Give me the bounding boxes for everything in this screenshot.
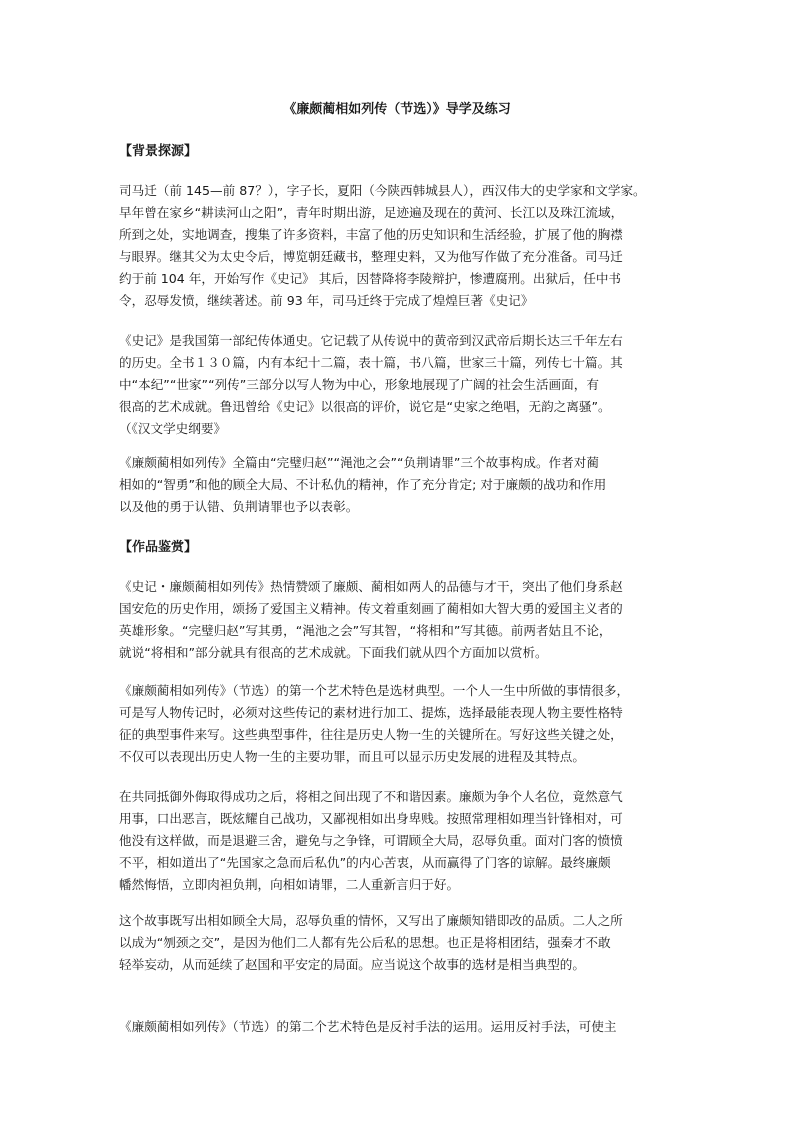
line: 令，忍辱发愤，继续著述。前 93 年，司马迁终于完成了煌煌巨著《史记》 bbox=[119, 293, 534, 308]
paragraph-3 bbox=[119, 452, 681, 518]
line: 不仅可以表现出历史人物一生的主要功罪，而且可以显示历史发展的进程及其特点。 bbox=[119, 749, 585, 764]
line: 很高的艺术成就。鲁迅曾给《史记》以很高的评价，说它是“史家之绝唱，无韵之离骚”。 bbox=[119, 399, 611, 414]
line: 不平，相如道出了“先国家之急而后私仇”的内心苦衷，从而赢得了门客的谅解。最终廉颇 bbox=[119, 855, 611, 870]
line: 约于前 104 年，开始写作《史记》 其后，因替降将李陵辩护，惨遭腐刑。出狱后，任中书 bbox=[119, 271, 622, 286]
line: 在共同抵御外侮取得成功之后，将相之间出现了不和谐因素。廉颇为争个人名位，竟然意气 bbox=[119, 789, 623, 804]
line: 所到之处，实地调查，搜集了许多资料，丰富了他的历史知识和生活经验，扩展了他的胸襟 bbox=[119, 227, 623, 242]
document-title: 《廉颇蔺相如列传（节选）》导学及练习 bbox=[283, 102, 511, 117]
line: 《史记・廉颇蔺相如列传》热情赞颂了廉颇、蔺相如两人的品德与才干，突出了他们身系赵 bbox=[119, 579, 623, 594]
line: 《史记》是我国第一部纪传体通史。它记载了从传说中的黄帝到汉武帝后期长达三千年左右 bbox=[119, 333, 623, 348]
line: （《汉文学史纲要》 bbox=[119, 421, 227, 436]
line: 《廉颇蔺相如列传》全篇由“完璧归赵”“渑池之会”“负荆请罪”三个故事构成。作者对蔺 bbox=[119, 455, 599, 470]
line: 与眼界。继其父为太史令后，博览朝廷藏书，整理史料，又为他写作做了充分准备。司马迁 bbox=[119, 249, 623, 264]
paragraph-1 bbox=[119, 180, 681, 312]
paragraph-4 bbox=[119, 576, 681, 664]
line: 相如的“智勇”和他的顾全大局、不计私仇的精神，作了充分肯定; 对于廉颇的战功和作用 bbox=[119, 477, 607, 492]
line: 司马迁（前 145—前 87？），字子长，夏阳（今陕西韩城县人），西汉伟大的史学家和文学家。 bbox=[119, 183, 646, 198]
line: 以成为“刎颈之交”，是因为他们二人都有先公后私的思想。也正是将相团结，强秦才不敢 bbox=[119, 935, 611, 950]
paragraph-2 bbox=[119, 330, 681, 440]
line: 幡然悔悟，立即肉袒负荆，向相如请罪，二人重新言归于好。 bbox=[119, 877, 460, 892]
section-heading-background: 【背景探源】 bbox=[119, 144, 198, 159]
line: 的历史。全书１３０篇，内有本纪十二篇，表十篇，书八篇，世家三十篇，列传七十篇。其 bbox=[119, 355, 623, 370]
line: 国安危的历史作用，颂扬了爱国主义精神。传文着重刻画了蔺相如大智大勇的爱国主义者的 bbox=[119, 601, 623, 616]
paragraph-5 bbox=[119, 680, 681, 768]
section-heading-appreciation: 【作品鉴赏】 bbox=[119, 540, 198, 555]
line: 他没有这样做，而是退避三舍，避免与之争锋，可谓顾全大局，忍辱负重。面对门客的愤愤 bbox=[119, 833, 623, 848]
line: 征的典型事件来写。这些典型事件，往往是历史人物一生的关键所在。写好这些关键之处， bbox=[119, 727, 623, 742]
paragraph-8 bbox=[119, 1016, 681, 1038]
paragraph-7 bbox=[119, 910, 681, 976]
line: 早年曾在家乡“耕读河山之阳”，青年时期出游，足迹遍及现在的黄河、长江以及珠江流域， bbox=[119, 205, 624, 220]
line: 英雄形象。“完璧归赵”写其勇，“渑池之会”写其智，“将相和”写其德。前两者姑且不论， bbox=[119, 623, 612, 638]
line: 中“本纪”“世家”“列传”三部分以写人物为中心，形象地展现了广阔的社会生活画面，有 bbox=[119, 377, 599, 392]
line: 《廉颇蔺相如列传》（节选）的第一个艺术特色是选材典型。一个人一生中所做的事情很多， bbox=[119, 683, 630, 698]
line: 轻举妄动，从而延续了赵国和平安定的局面。应当说这个故事的选材是相当典型的。 bbox=[119, 957, 585, 972]
line: 就说“将相和”部分就具有很高的艺术成就。下面我们就从四个方面加以赏析。 bbox=[119, 645, 548, 660]
line: 可是写人物传记时，必须对这些传记的素材进行加工、提炼，选择最能表现人物主要性格特 bbox=[119, 705, 623, 720]
line: 用事，口出恶言，既炫耀自己战功，又鄙视相如出身卑贱。按照常理相如理当针锋相对，可 bbox=[119, 811, 623, 826]
line: 这个故事既写出相如顾全大局，忍辱负重的情怀，又写出了廉颇知错即改的品质。二人之所 bbox=[119, 913, 623, 928]
line: 《廉颇蔺相如列传》（节选）的第二个艺术特色是反衬手法的运用。运用反衬手法，可使主 bbox=[119, 1019, 617, 1034]
line: 以及他的勇于认错、负荆请罪也予以表彰。 bbox=[119, 499, 359, 514]
paragraph-6 bbox=[119, 786, 681, 896]
